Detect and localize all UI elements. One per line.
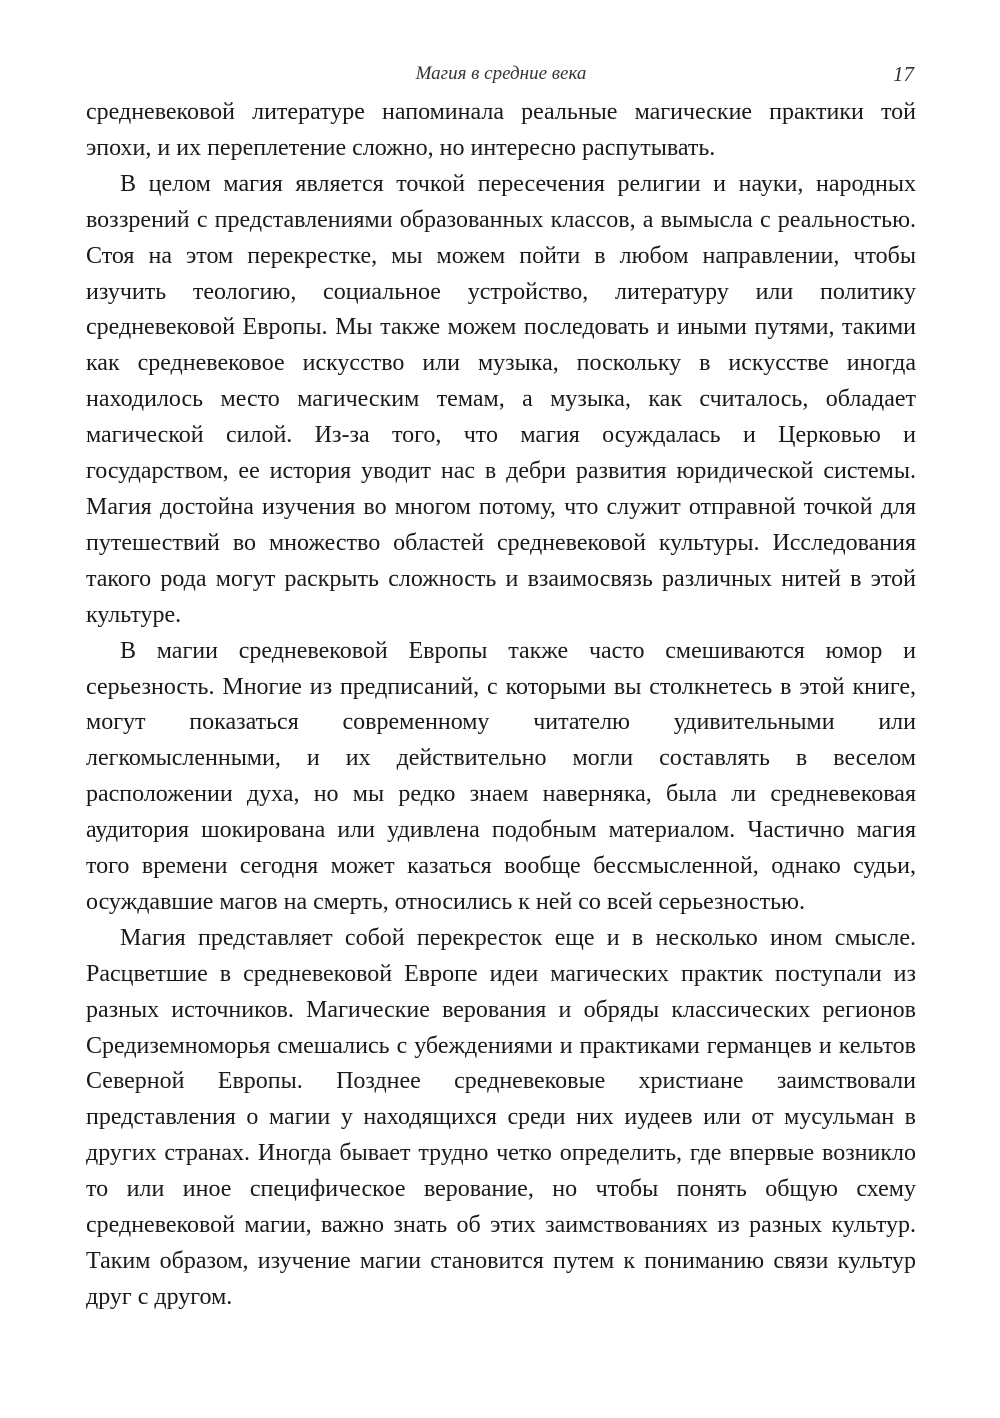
running-header bbox=[86, 60, 916, 90]
paragraph: В целом магия является точкой пересечения религии и науки, народных воззрений с представлениями образованных классов, а вымысла с реальностью. Стоя на этом перекрестке, мы можем пойти в любом направлении, чтобы изучить теологию, социальное устройство, литературу или политику средневековой Европы. Мы также можем последовать и иными путями, такими как средневековое искусство или музыка, поскольку в искусстве иногда находилось место магическим темам, а музыка, как считалось, обладает магической силой. Из-за того, что магия осуждалась и Церковью и государством, ее история уводит нас в дебри развития юридической системы. Магия достойна изучения во многом потому, что служит отправной точкой для путешествий во множество областей средневековой культуры. Исследования такого рода могут раскрыть сложность и взаимосвязь различных нитей в этой культуре. bbox=[86, 170, 916, 628]
paragraph: В магии средневековой Европы также часто смешиваются юмор и серьезность. Многие из предписаний, с которыми вы столкнетесь в этой книге, могут показаться современному читателю удивительными или легкомысленными, и их действительно могли составлять в веселом расположении духа, но мы редко знаем наверняка, была ли средневековая аудитория шокирована или удивлена подобным материалом. Частично магия того времени сегодня может казаться вообще бессмысленной, однако судьи, осуждавшие магов на смерть, относились к ней со всей серьезностью. bbox=[86, 637, 916, 915]
running-title: Магия в средние века bbox=[415, 63, 587, 84]
page-number: 17 bbox=[893, 62, 914, 86]
body-text bbox=[86, 95, 916, 1316]
paragraph: Магия представляет собой перекресток еще и в несколько ином смысле. Расцветшие в средневековой Европе идеи магических практик поступали из разных источников. Магические верования и обряды классических регионов Средиземноморья смешались с убеждениями и практиками германцев и кельтов Северной Европы. Позднее средневековые христиане заимствовали представления о магии у находящихся среди них иудеев или от мусульман в других странах. Иногда бывает трудно четко определить, где впервые возникло то или иное специфическое верование, но чтобы понять общую схему средневековой магии, важно знать об этих заимствованиях из разных культур. Таким образом, изучение магии становится путем к пониманию связи культур друг с другом. bbox=[86, 924, 916, 1310]
paragraph-continued: средневековой литературе напоминала реальные магические практики той эпохи, и их переплетение сложно, но интересно распутывать. bbox=[86, 99, 916, 161]
